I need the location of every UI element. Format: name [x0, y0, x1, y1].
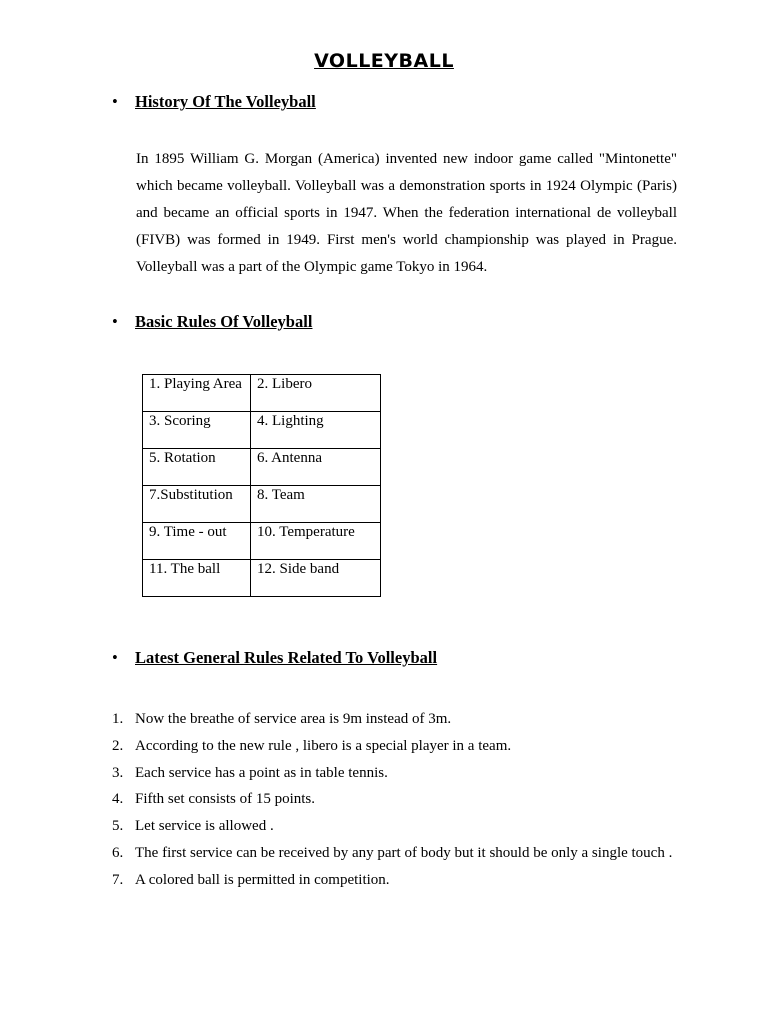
table-cell: 1. Playing Area: [143, 375, 251, 412]
table-cell: 3. Scoring: [143, 412, 251, 449]
table-cell: 8. Team: [251, 486, 381, 523]
history-heading: [112, 92, 316, 112]
list-number: 1.: [112, 711, 124, 727]
list-item: [112, 786, 672, 813]
history-paragraph: [136, 146, 677, 281]
table-cell: 5. Rotation: [143, 449, 251, 486]
basic-rules-heading-text: Basic Rules Of Volleyball: [135, 312, 313, 331]
table-cell: 11. The ball: [143, 560, 251, 597]
table-row: [143, 375, 381, 412]
table-cell: 4. Lighting: [251, 412, 381, 449]
list-number: 3.: [112, 764, 124, 781]
list-item-text: Now the breathe of service area is 9m instead of 3m.: [135, 711, 452, 727]
history-paragraph-text: In 1895 William G. Morgan (America) invented new indoor game called "Mintonette" which became volleyball. Volleyball was a demonstration sports in 1924 Olympic (Paris) and became an official sports in 1947. When the federation international de volleyball (FIVB) was formed in 1949. First men's world championship was played in Prague. Volleyball was a part of the Olympic game Tokyo in 1964.: [136, 151, 677, 275]
table-row: [143, 412, 381, 449]
list-item: [112, 867, 672, 894]
list-item-text: Each service has a point as in table tennis.: [135, 764, 388, 781]
table-row: [143, 449, 381, 486]
table-row: [143, 486, 381, 523]
latest-rules-list: [112, 706, 672, 894]
table-row: [143, 560, 381, 597]
list-item: [112, 760, 672, 787]
list-item-text: Let service is allowed .: [135, 818, 274, 835]
bullet-icon: •: [112, 648, 118, 667]
list-number: 4.: [112, 791, 124, 808]
latest-rules-heading-text: Latest General Rules Related To Volleyball: [135, 648, 438, 667]
list-item: [112, 706, 672, 733]
latest-rules-heading: [112, 648, 437, 668]
list-item: [112, 733, 672, 760]
list-number: 2.: [112, 737, 124, 754]
table-cell: 2. Libero: [251, 375, 381, 412]
list-item-text: Fifth set consists of 15 points.: [135, 791, 316, 808]
bullet-icon: •: [112, 312, 118, 331]
list-item: [112, 840, 672, 867]
list-number: 7.: [112, 871, 124, 888]
page-title: VOLLEYBALL: [314, 50, 454, 72]
list-item-text: A colored ball is permitted in competition.: [135, 871, 390, 888]
table-cell: 10. Temperature: [251, 523, 381, 560]
history-heading-text: History Of The Volleyball: [135, 92, 316, 111]
table-cell: 6. Antenna: [251, 449, 381, 486]
list-number: 6.: [112, 844, 124, 861]
table-cell: 9. Time - out: [143, 523, 251, 560]
basic-rules-table: [142, 374, 381, 597]
basic-rules-heading: [112, 312, 312, 332]
list-item-text: According to the new rule , libero is a special player in a team.: [135, 737, 512, 754]
table-row: [143, 523, 381, 560]
table-cell: 12. Side band: [251, 560, 381, 597]
list-item-text: The first service can be received by any part of body but it should be only a single touch .: [135, 844, 673, 861]
table-cell: 7.Substitution: [143, 486, 251, 523]
list-item: [112, 813, 672, 840]
bullet-icon: •: [112, 92, 118, 111]
list-number: 5.: [112, 818, 124, 835]
